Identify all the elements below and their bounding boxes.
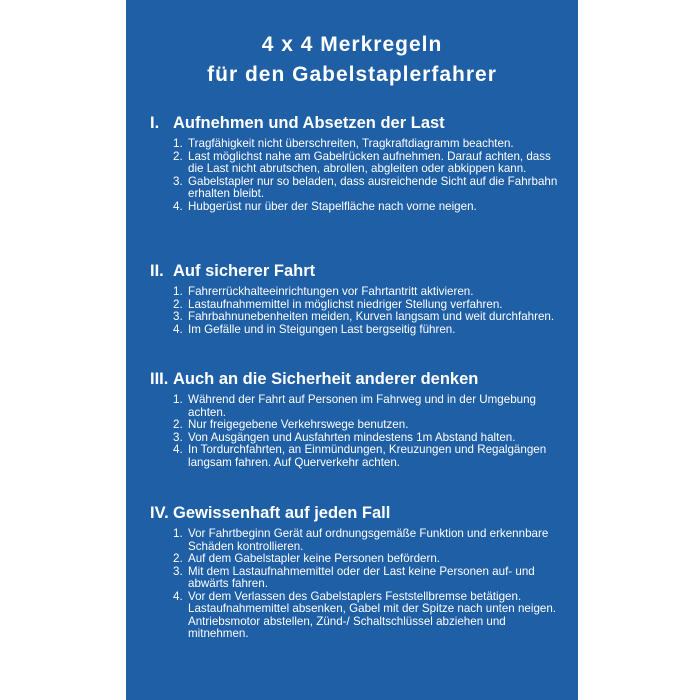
rule-item (173, 444, 560, 469)
rule-text: Vor dem Verlassen des Gabelstaplers Feststellbremse betätigen. (188, 589, 522, 603)
rule-text: Hubgerüst nur über der Stapelfläche nach vorne neigen. (188, 199, 477, 213)
section-title: Aufnehmen und Absetzen der Last (173, 114, 445, 132)
rule-number: 1. (173, 137, 183, 150)
rule-item (173, 528, 560, 553)
rule-text: In Tordurchfahrten, an Einmündungen, Kreuzungen und Regalgängen langsam fahren. Auf Querverkehr achten. (188, 443, 547, 469)
rule-text: Gabelstapler nur so beladen, dass ausreichende Sicht auf die Fahrbahn erhalten bleibt. (188, 174, 558, 200)
rule-number: 3. (173, 430, 183, 444)
section-title: Auf sicherer Fahrt (173, 262, 316, 280)
rule-text: Auf dem Gabelstapler keine Personen befördern. (188, 552, 440, 565)
rule-text: Fahrbahnunebenheiten meiden, Kurven langsam und weit durchfahren. (188, 310, 555, 323)
rule-item (173, 566, 560, 591)
rule-list (150, 394, 560, 469)
rule-number: 4. (173, 199, 183, 213)
section-4 (150, 503, 560, 641)
sign-title-line-2: für den Gabelstaplerfahrer (207, 63, 497, 86)
rule-list (150, 528, 560, 641)
rule-number: 2. (173, 552, 183, 565)
section-2 (150, 261, 560, 336)
section-number: II. (150, 262, 164, 280)
rule-number: 4. (173, 589, 183, 603)
rule-item (173, 394, 560, 419)
section-heading (150, 261, 560, 281)
rule-number: 2. (173, 418, 183, 431)
rule-item (173, 201, 560, 214)
section-title: Auch an die Sicherheit anderer denken (173, 370, 479, 388)
rule-list (150, 286, 560, 336)
rule-text: Nur freigegebene Verkehrswege benutzen. (188, 418, 409, 431)
rule-number: 3. (173, 310, 183, 323)
section-number: I. (150, 114, 160, 132)
safety-sign (126, 0, 578, 700)
rule-number: 3. (173, 174, 183, 188)
rule-text-continuation: Antriebsmotor abstellen, Zünd-/ Schaltschlüssel abziehen und mitnehmen. (188, 614, 506, 640)
rule-number: 1. (173, 527, 183, 540)
rule-item (173, 151, 560, 176)
rule-text: Mit dem Lastaufnahmemittel oder der Last keine Personen auf- und abwärts fahren. (188, 564, 535, 590)
rule-text: Von Ausgängen und Ausfahrten mindestens 1m Abstand halten. (188, 430, 516, 444)
section-heading (150, 113, 560, 133)
rule-number: 1. (173, 393, 183, 406)
rule-text: Im Gefälle und in Steigungen Last bergseitig führen. (188, 322, 456, 336)
section-number: III. (150, 370, 169, 388)
section-heading (150, 369, 560, 389)
rule-text: Tragfähigkeit nicht überschreiten, Tragkraftdiagramm beachten. (188, 137, 514, 150)
section-title: Gewissenhaft auf jeden Fall (173, 504, 391, 522)
rule-text: Während der Fahrt auf Personen im Fahrweg und in der Umgebung achten. (188, 393, 536, 419)
rule-text: Lastaufnahmemittel in möglichst niedriger Stellung verfahren. (188, 297, 503, 311)
rule-list (150, 138, 560, 213)
rule-number: 4. (173, 443, 183, 456)
rule-text-continuation: Lastaufnahmemittel absenken, Gabel mit der Spitze nach unten neigen. (188, 602, 557, 615)
rule-number: 2. (173, 297, 183, 311)
rule-item (173, 324, 560, 337)
rule-number: 4. (173, 322, 183, 336)
sign-title-line-1: 4 x 4 Merkregeln (261, 33, 443, 56)
rule-number: 1. (173, 285, 183, 298)
section-heading (150, 503, 560, 523)
section-3 (150, 369, 560, 469)
rule-number: 2. (173, 149, 183, 163)
rule-text: Last möglichst nahe am Gabelrücken aufnehmen. Darauf achten, dass die Last nicht abrutschen, abrollen, abgleiten oder abkippen kann. (188, 149, 551, 175)
rule-text: Fahrerrückhalteeinrichtungen vor Fahrtantritt aktivieren. (188, 285, 474, 298)
rule-text: Vor Fahrtbeginn Gerät auf ordnungsgemäße Funktion und erkennbare Schäden kontrollieren. (188, 527, 549, 553)
section-1 (150, 113, 560, 213)
rule-item (173, 591, 560, 641)
rule-number: 3. (173, 564, 183, 578)
rule-item (173, 176, 560, 201)
section-number: IV. (150, 504, 169, 522)
